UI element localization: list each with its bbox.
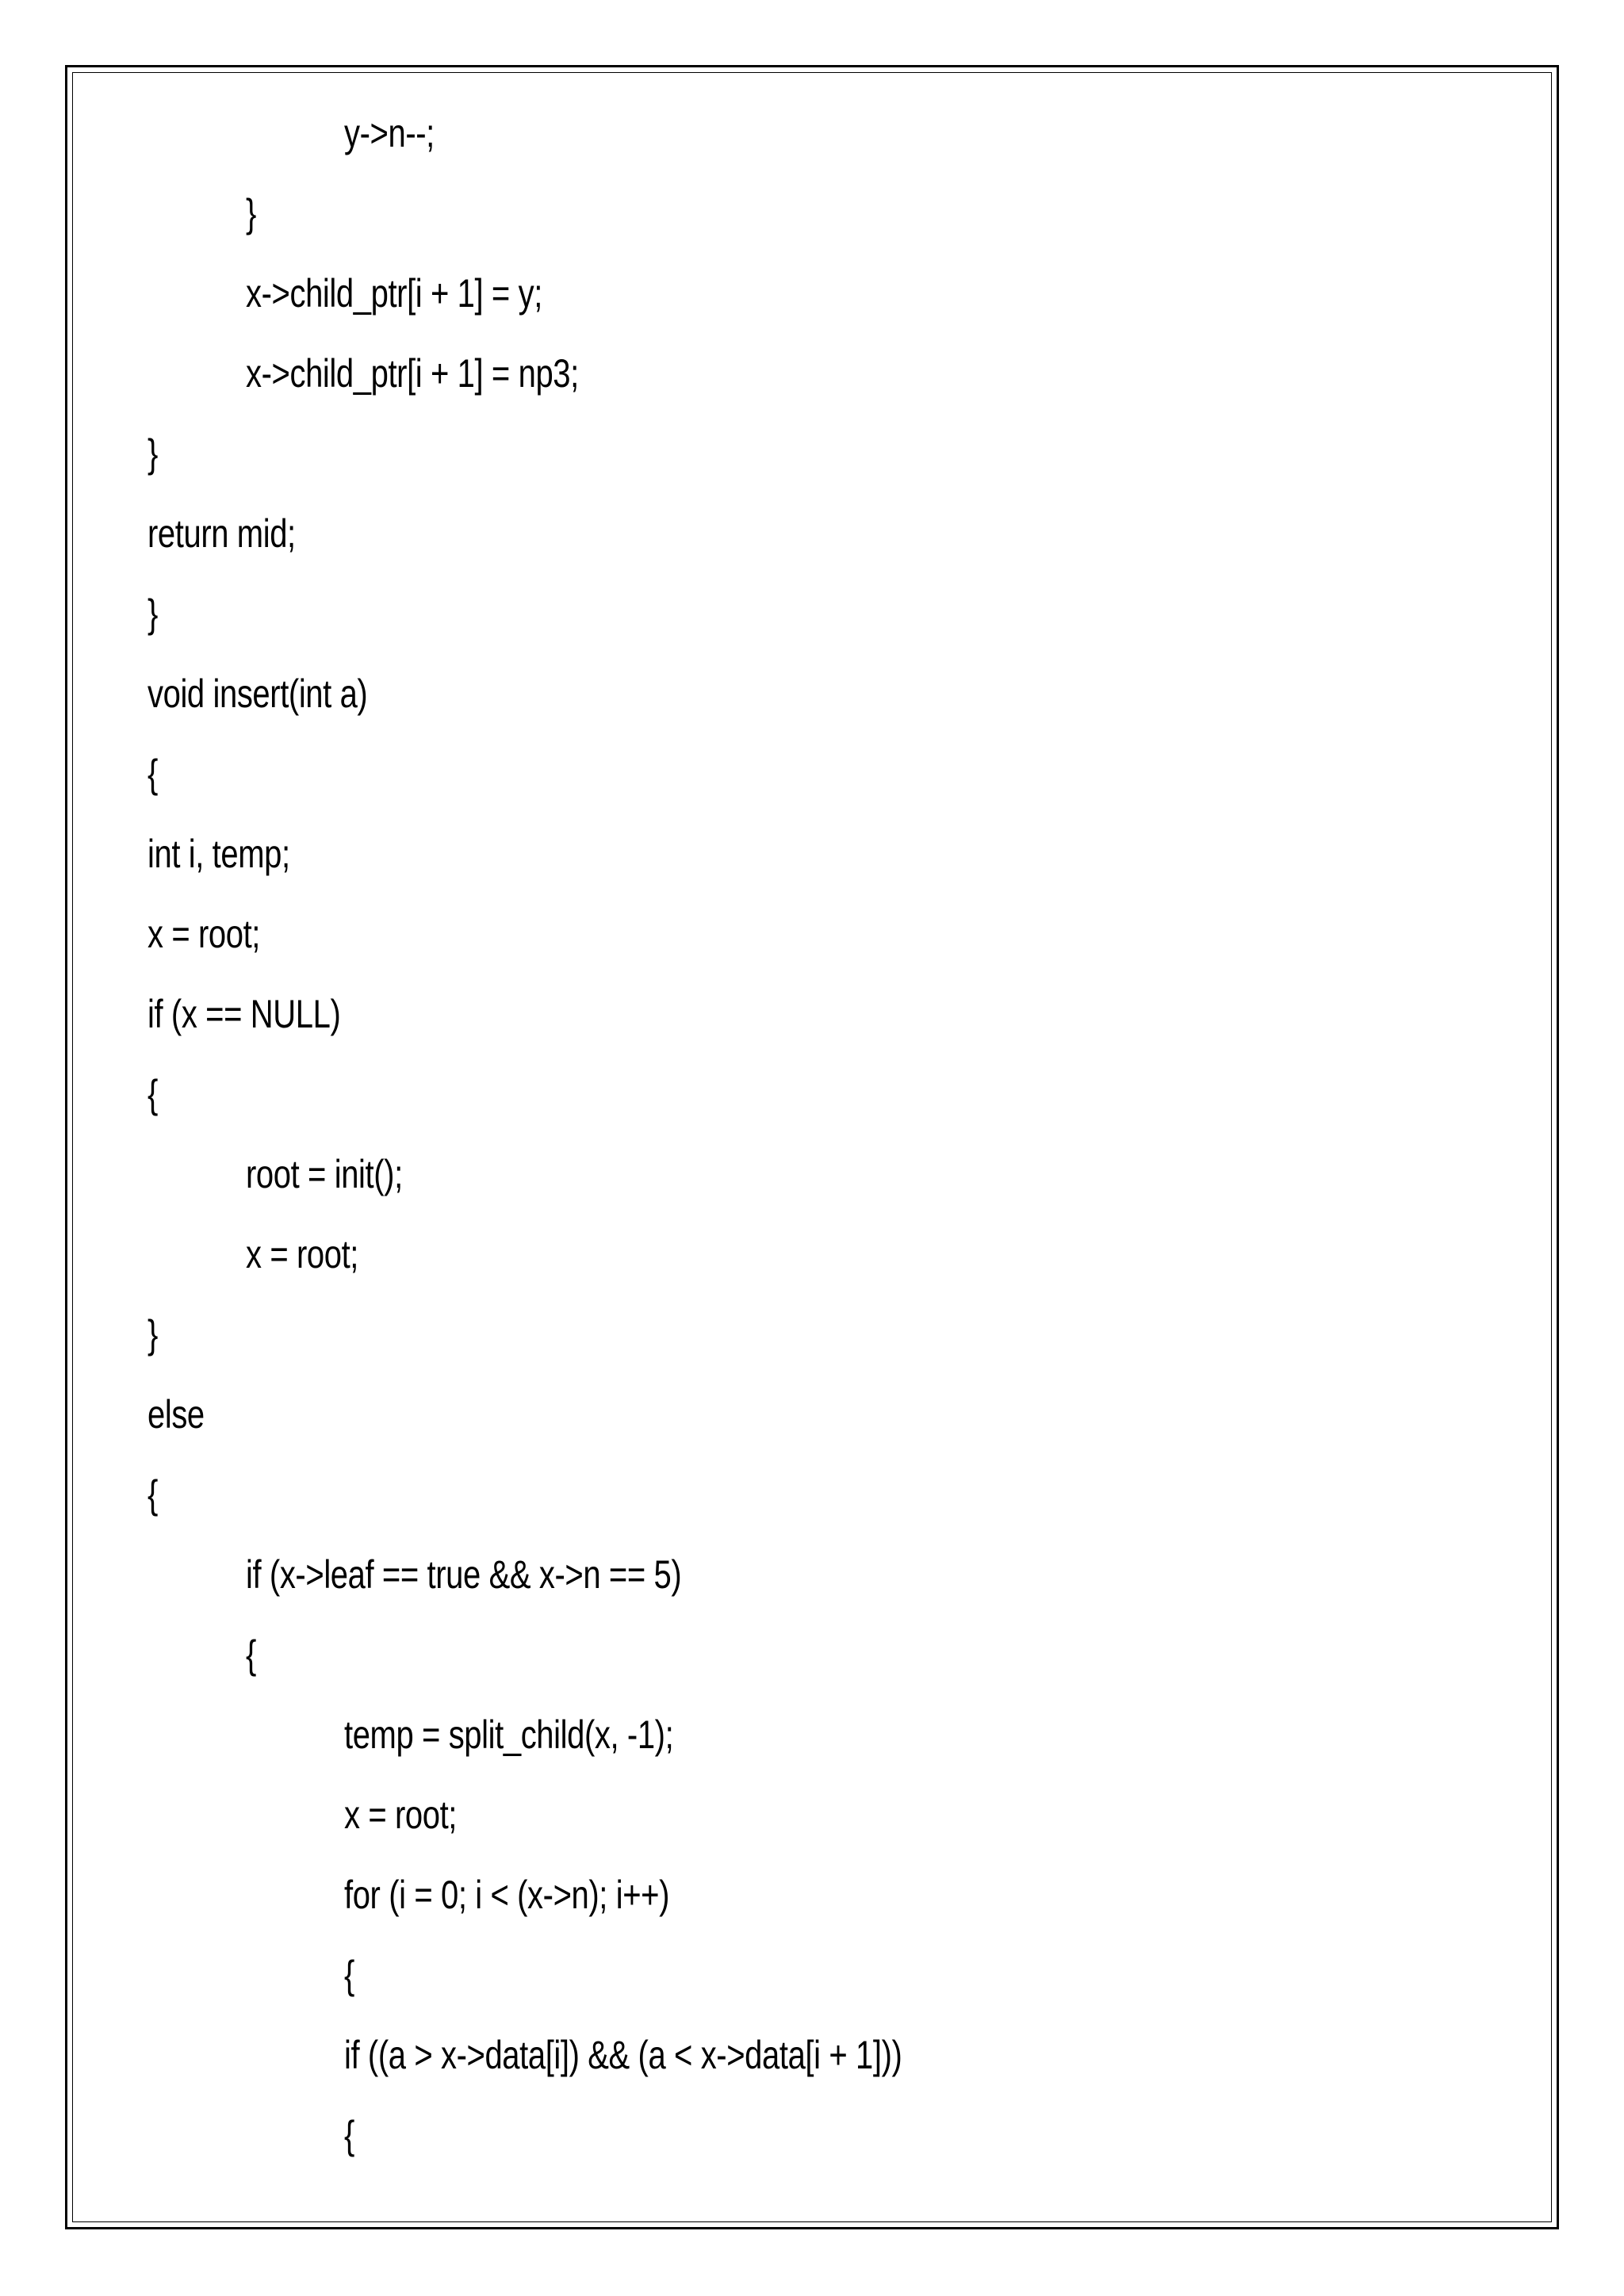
code-line: } bbox=[246, 191, 256, 235]
code-line: { bbox=[246, 1632, 256, 1677]
code-line: for (i = 0; i < (x->n); i++) bbox=[344, 1873, 670, 1917]
code-line: x = root; bbox=[344, 1793, 458, 1837]
code-line: if (x == NULL) bbox=[147, 992, 341, 1036]
code-line: x->child_ptr[i + 1] = y; bbox=[246, 271, 542, 316]
code-line: int i, temp; bbox=[147, 832, 290, 876]
code-line: if (x->leaf == true && x->n == 5) bbox=[246, 1552, 682, 1597]
code-line: x->child_ptr[i + 1] = np3; bbox=[246, 351, 579, 396]
code-line: { bbox=[147, 1072, 158, 1116]
code-line: { bbox=[344, 2113, 354, 2157]
code-line: { bbox=[147, 752, 158, 796]
code-line: } bbox=[147, 431, 158, 476]
code-line: temp = split_child(x, -1); bbox=[344, 1712, 674, 1757]
code-line: y->n--; bbox=[344, 111, 435, 155]
code-line: root = init(); bbox=[246, 1152, 403, 1196]
code-line: x = root; bbox=[246, 1232, 359, 1276]
code-line: else bbox=[147, 1392, 205, 1437]
code-listing bbox=[147, 106, 1090, 2188]
code-line: return mid; bbox=[147, 511, 296, 556]
code-line: if ((a > x->data[i]) && (a < x->data[i + 1])) bbox=[344, 2033, 902, 2077]
code-line: } bbox=[147, 591, 158, 636]
code-line: { bbox=[147, 1472, 158, 1517]
code-line: { bbox=[344, 1953, 354, 1997]
code-line: } bbox=[147, 1312, 158, 1357]
code-line: x = root; bbox=[147, 912, 261, 956]
code-line: void insert(int a) bbox=[147, 672, 368, 716]
